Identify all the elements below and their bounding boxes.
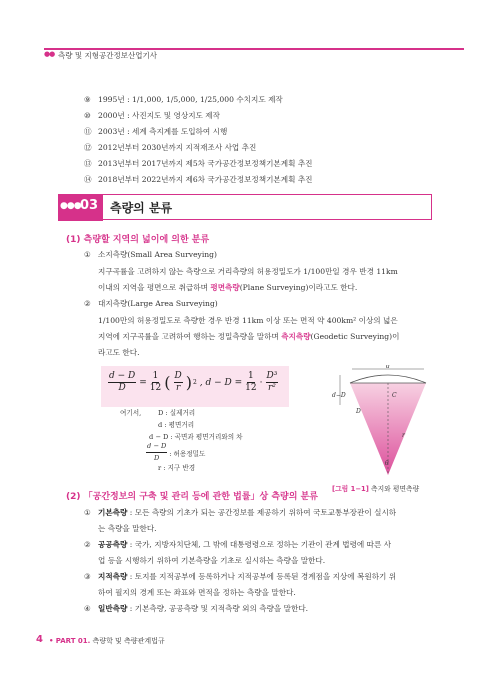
formula-lhs: $\frac{d - D}{D}$: [109, 371, 136, 393]
paragraph-line: 는 측량을 말한다.: [98, 524, 157, 533]
list-item: ⑫ 2012년부터 2030년까지 지적재조사 사업 추진: [84, 143, 257, 152]
section-title: 측량의 분류: [110, 201, 173, 215]
diagram-label: d−D: [332, 392, 346, 399]
subsection-title: (1) 측량할 지역의 넓이에 의한 분류: [66, 235, 210, 245]
running-footer: • PART 01. 측량학 및 측량관계법규: [49, 637, 165, 645]
list-item: ⑬ 2013년부터 2017년까지 제5차 국가공간정보정책기본계획 추진: [84, 159, 313, 168]
formula: $\frac{d - D}{D}$ = $\frac{1}{12}$ ( $\frac{D}{r}$ ) 2 , d − D = $\frac{1}{12}$ · $\frac{\text{D³}}{\text{r²}}$: [109, 371, 278, 393]
legend-line: d : 평면거리: [158, 421, 195, 429]
paragraph-line: 라고도 한다.: [98, 348, 140, 357]
law-item: ① 기본측량 : 모든 측량의 기초가 되는 공간정보를 제공하기 위하여 국토교통부장관이 실시하: [84, 508, 397, 517]
legend-ratio: $\frac{d - D}{D}$ : 허용정밀도: [147, 442, 206, 462]
diagram-label: θ: [385, 460, 389, 467]
arc-line: [350, 375, 426, 383]
geodetic-plane-diagram: [330, 365, 440, 483]
section-number: 03: [80, 198, 99, 213]
diagram-label: D: [356, 408, 361, 415]
item-heading: ① 소지측량(Small Area Surveying): [84, 250, 217, 259]
diagram-label: C: [392, 392, 397, 399]
subsection-title: (2) 「공간정보의 구축 및 관리 등에 관한 법률」상 측량의 분류: [66, 492, 318, 502]
law-item: ② 공공측량 : 국가, 지방자치단체, 그 밖에 대통령령으로 정하는 기관이 관계 법령에 따른 사: [84, 540, 392, 549]
header-dots: ●●: [44, 50, 55, 58]
legend-line: d − D : 곡면과 평면거리와의 차: [149, 433, 243, 441]
law-item: ③ 지적측량 : 토지를 지적공부에 등록하거나 지적공부에 등록된 경계점을 지상에 복원하기 위: [84, 572, 397, 581]
section-dots: ●●●: [60, 201, 81, 211]
running-header: 측량 및 지형공간정보산업기사: [58, 51, 157, 60]
legend-line: r : 지구 반경: [158, 464, 196, 472]
item-heading: ② 대지측량(Large Area Surveying): [84, 299, 218, 308]
paragraph-line: 1/100만의 허용정밀도로 측량한 경우 반경 11km 이상 또는 면적 약 400km² 이상의 넓은: [98, 316, 398, 325]
paragraph-line: 지구곡률을 고려하지 않는 측량으로 거리측량의 허용정밀도가 1/100만일 경우 반경 11km: [98, 267, 398, 276]
paragraph-line: 업 등을 시행하기 위하여 기본측량을 기초로 실시하는 측량을 말한다.: [98, 556, 326, 565]
paragraph-line: 이내의 지역을 평면으로 취급하며 평면측량(Plane Surveying)이라고도 한다.: [98, 283, 358, 292]
list-item: ⑭ 2018년부터 2022년까지 제6차 국가공간정보정책기본계획 추진: [84, 175, 313, 184]
figure-caption: [그림 1−1] 측지와 평면측량: [332, 485, 420, 493]
legend-line: D : 실제거리: [158, 409, 196, 417]
diagram-label: r: [402, 432, 405, 439]
diagram-label: d: [386, 365, 390, 370]
page-number: 4: [36, 634, 43, 645]
paragraph-line: 지역에 지구곡률을 고려하여 행하는 정밀측량을 말하며 측지측량(Geodetic Surveying)이: [98, 332, 400, 341]
paragraph-line: 하여 필지의 경계 또는 좌표와 면적을 정하는 측량을 말한다.: [98, 588, 296, 597]
list-item: ⑨ 1995년 : 1/1,000, 1/5,000, 1/25,000 수치지도 제작: [84, 95, 283, 104]
legend-where: 여기서,: [120, 409, 142, 417]
list-item: ⑩ 2000년 : 사진지도 및 영상지도 제작: [84, 111, 220, 120]
law-item: ④ 일반측량 : 기본측량, 공공측량 및 지적측량 외의 측량을 말한다.: [84, 604, 309, 613]
list-item: ⑪ 2003년 : 세계 측지계를 도입하여 시행: [84, 127, 228, 136]
